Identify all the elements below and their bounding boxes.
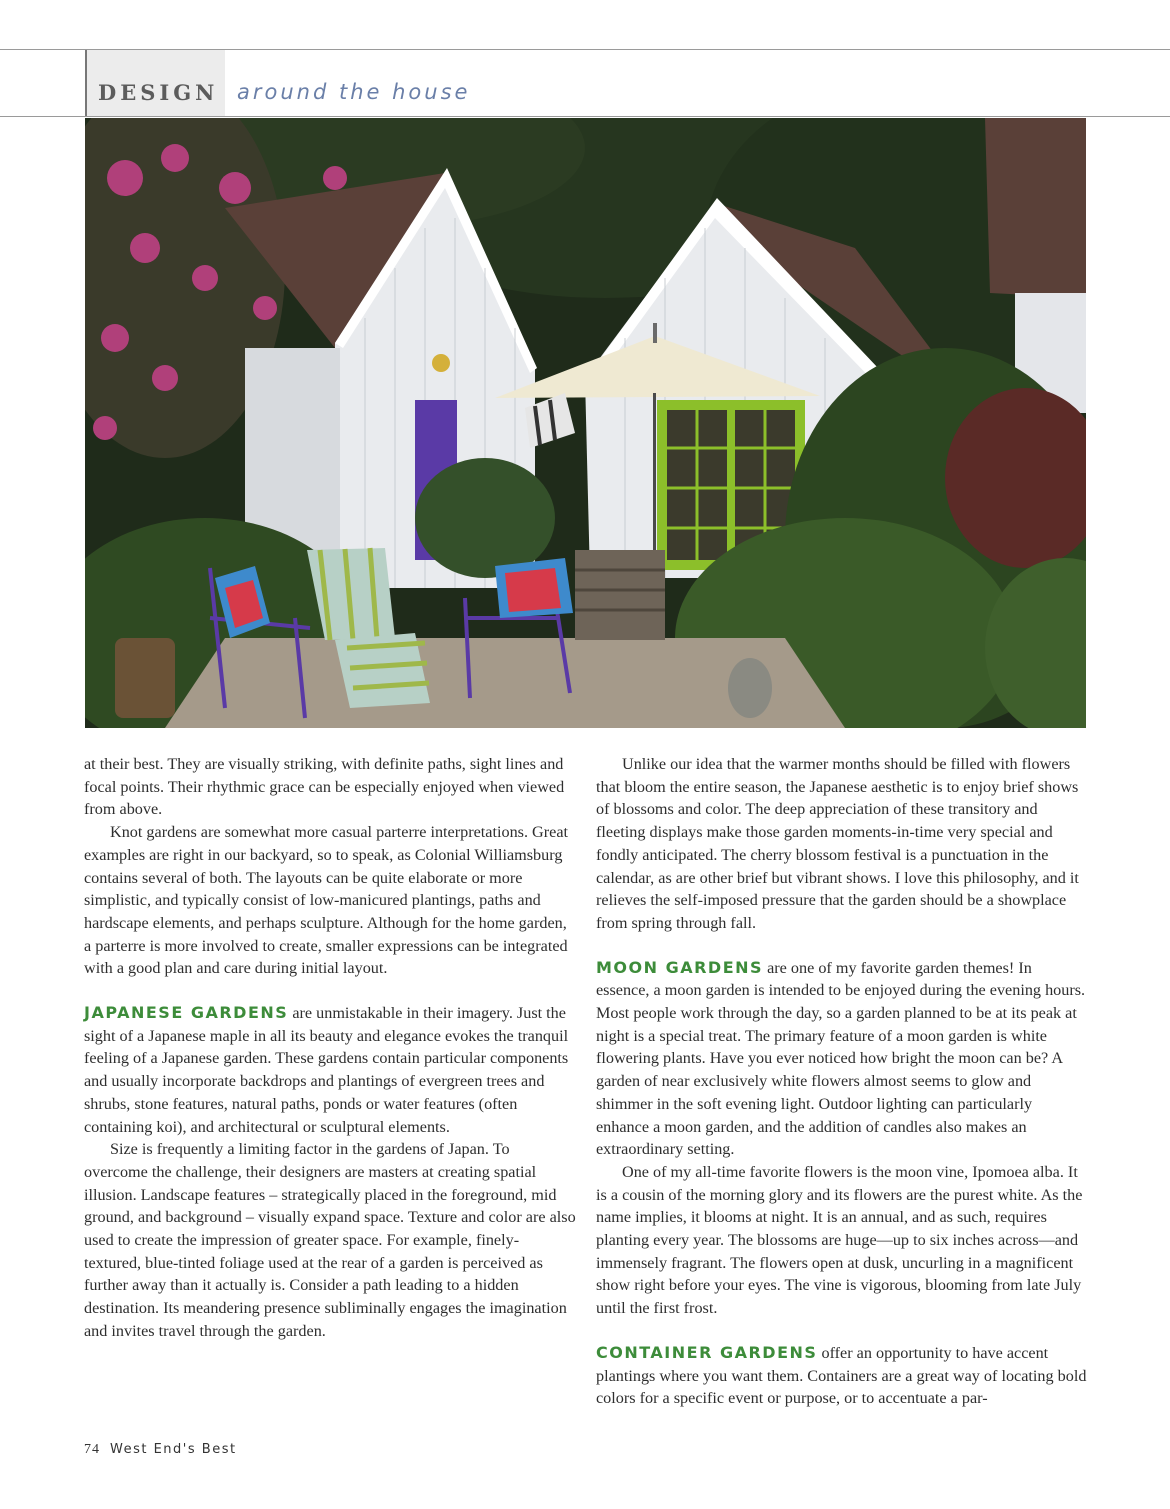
paragraph — [596, 1342, 1088, 1410]
subsection-label: around the house — [237, 80, 471, 104]
paragraph-text: are unmistakable in their imagery. Just the sight of a Japanese maple in all its beauty and elegance evokes the tranquil feeling of a Japanese garden. These gardens contain particular components and usually incorporate backdrops and plantings of evergreen trees and shrubs, stone features, natural paths, ponds or water features (often containing koi), and architectural or sculptural elements. — [84, 1004, 569, 1136]
paragraph — [596, 957, 1088, 1161]
paragraph: Unlike our idea that the warmer months should be filled with flowers that bloom the entire season, the Japanese aesthetic is to enjoy brief shows of blossoms and color. The deep appreciation of these transitory and fleeting displays make those garden moments-in-time very special and fondly anticipated. The cherry blossom festival is a punctuation in the calendar, as are other brief but vibrant shows. I love this philosophy, and it relieves the self-imposed pressure that the garden should be a showplace from spring through fall. — [596, 755, 1079, 932]
paragraph — [84, 1002, 576, 1138]
paragraph: Size is frequently a limiting factor in the gardens of Japan. To overcome the challenge, their designers are masters at creating spatial illusion. Landscape features – strategically placed in the foreground, mid ground, and background – visually expand space. Texture and color are also used to create the impression of greater space. For example, finely-textured, blue-tinted foliage used at the rear of a garden is perceived as further away than it actually is. Consider a path leading to a hidden destination. Its meandering presence subliminally engages the imagination and invites travel through the garden. — [84, 1140, 576, 1340]
japanese-gardens-heading: JAPANESE GARDENS — [84, 1003, 289, 1023]
paragraph: Knot gardens are somewhat more casual parterre interpretations. Great examples are right in our backyard, so to speak, as Colonial Williamsburg contains several of both. The layouts can be quite elaborate or more simplistic, and typically consist of low-manicured plantings, paths and hardscape elements, and perhaps sculpture. Although for the home garden, a parterre is more involved to create, smaller expressions can be integrated with a good plan and care during initial layout. — [84, 823, 569, 978]
paragraph-text: offer an opportunity to have accent plantings where you want them. Containers are a great way of locating bold colors for a specific event or purpose, or to accentuate a par- — [596, 1343, 1087, 1408]
page-footer — [84, 1442, 237, 1458]
left-column — [84, 753, 576, 1343]
magazine-name: West End's Best — [110, 1442, 237, 1457]
garden-photo — [85, 118, 1086, 728]
container-gardens-heading: CONTAINER GARDENS — [596, 1342, 818, 1362]
moon-gardens-heading: MOON GARDENS — [596, 957, 764, 977]
section-label: DESIGN — [98, 80, 219, 105]
page-number: 74 — [84, 1442, 100, 1457]
header-rule — [0, 116, 1170, 117]
paragraph-text: are one of my favorite garden themes! In essence, a moon garden is intended to be enjoyed during the evening hours. Most people work through the day, so a garden planned to be at its peak at night is a special treat. The primary feature of a moon garden is white flowering plants. Have you ever noticed how bright the moon can be? A garden of near exclusively white flowers almost seems to glow and shimmer in the soft evening light. Outdoor lighting can particularly enhance a moon garden, and the addition of candles also makes an extraordinary setting. — [596, 958, 1086, 1159]
right-column — [596, 753, 1088, 1410]
paragraph: One of my all-time favorite flowers is the moon vine, Ipomoea alba. It is a cousin of the morning glory and its flowers are the purest white. As the name implies, it blooms at night. It is an annual, and as such, requires planting every year. The blossoms are huge—up to six inches across—and immensely fragrant. The flowers open at dusk, uncurling in a magnificent show right before your eyes. The vine is vigorous, blooming from late July until the first frost. — [596, 1162, 1083, 1318]
paragraph: at their best. They are visually striking, with definite paths, sight lines and focal points. Their rhythmic grace can be especially enjoyed when viewed from above. — [84, 755, 565, 819]
